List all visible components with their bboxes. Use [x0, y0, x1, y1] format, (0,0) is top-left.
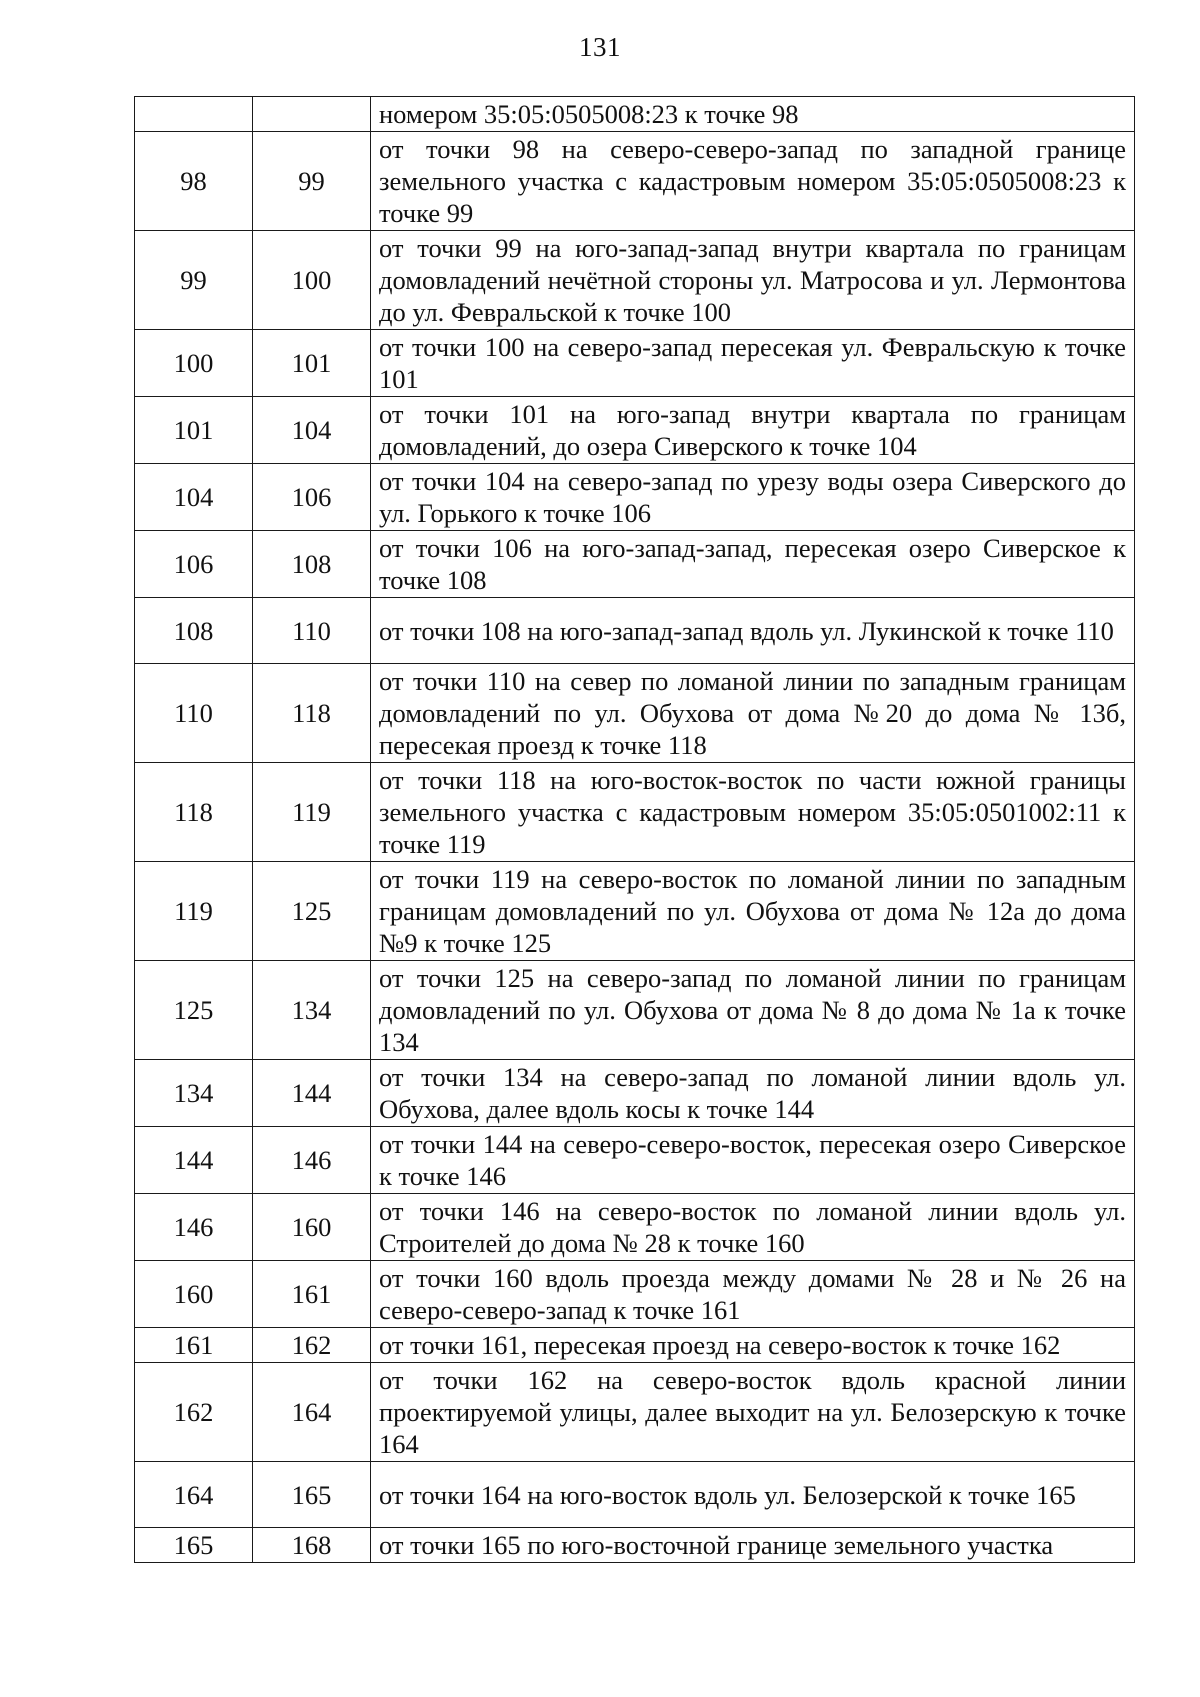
to-point-cell: 110: [253, 598, 371, 664]
route-description-cell: от точки 119 на северо-восток по ломаной линии по западным границам домовладений по ул. Обухова от дома № 12а до дома №9 к точке 125: [371, 862, 1135, 961]
from-point-cell: 144: [135, 1127, 253, 1194]
table-row: [135, 97, 1135, 132]
to-point-cell: 165: [253, 1462, 371, 1528]
to-point-cell: 99: [253, 132, 371, 231]
to-point-cell: 101: [253, 330, 371, 397]
table-row: [135, 397, 1135, 464]
to-point-cell: 168: [253, 1528, 371, 1563]
from-point-cell: 161: [135, 1328, 253, 1363]
table-row: [135, 1328, 1135, 1363]
route-description-cell: от точки 106 на юго-запад-запад, пересекая озеро Сиверское к точке 108: [371, 531, 1135, 598]
to-point-cell: 161: [253, 1261, 371, 1328]
table-row: [135, 132, 1135, 231]
route-description-cell: от точки 146 на северо-восток по ломаной линии вдоль ул. Строителей до дома № 28 к точке 160: [371, 1194, 1135, 1261]
from-point-cell: 98: [135, 132, 253, 231]
to-point-cell: 134: [253, 961, 371, 1060]
to-point-cell: 144: [253, 1060, 371, 1127]
route-description-cell: от точки 99 на юго-запад-запад внутри квартала по границам домовладений нечётной стороны ул. Матросова и ул. Лермонтова до ул. Февральской к точке 100: [371, 231, 1135, 330]
from-point-cell: 146: [135, 1194, 253, 1261]
from-point-cell: [135, 97, 253, 132]
to-point-cell: 164: [253, 1363, 371, 1462]
table-row: [135, 531, 1135, 598]
from-point-cell: 125: [135, 961, 253, 1060]
route-description-cell: от точки 134 на северо-запад по ломаной линии вдоль ул. Обухова, далее вдоль косы к точке 144: [371, 1060, 1135, 1127]
to-point-cell: 104: [253, 397, 371, 464]
from-point-cell: 99: [135, 231, 253, 330]
table-row: [135, 1363, 1135, 1462]
to-point-cell: 100: [253, 231, 371, 330]
table-row: [135, 1261, 1135, 1328]
table-row: [135, 231, 1135, 330]
from-point-cell: 165: [135, 1528, 253, 1563]
table-row: [135, 1462, 1135, 1528]
to-point-cell: 106: [253, 464, 371, 531]
from-point-cell: 100: [135, 330, 253, 397]
to-point-cell: 125: [253, 862, 371, 961]
from-point-cell: 104: [135, 464, 253, 531]
route-description-cell: от точки 98 на северо-северо-запад по западной границе земельного участка с кадастровым номером 35:05:0505008:23 к точке 99: [371, 132, 1135, 231]
from-point-cell: 119: [135, 862, 253, 961]
route-description-cell: от точки 104 на северо-запад по урезу воды озера Сиверского до ул. Горького к точке 106: [371, 464, 1135, 531]
table-row: [135, 664, 1135, 763]
from-point-cell: 162: [135, 1363, 253, 1462]
route-description-cell: от точки 100 на северо-запад пересекая ул. Февральскую к точке 101: [371, 330, 1135, 397]
table-row: [135, 330, 1135, 397]
to-point-cell: 160: [253, 1194, 371, 1261]
table-row: [135, 862, 1135, 961]
from-point-cell: 134: [135, 1060, 253, 1127]
route-description-cell: от точки 162 на северо-восток вдоль красной линии проектируемой улицы, далее выходит на ул. Белозерскую к точке 164: [371, 1363, 1135, 1462]
table-row: [135, 464, 1135, 531]
from-point-cell: 108: [135, 598, 253, 664]
route-description-cell: от точки 108 на юго-запад-запад вдоль ул. Лукинской к точке 110: [371, 598, 1135, 664]
boundary-points-table: [134, 96, 1135, 1563]
table-row: [135, 1194, 1135, 1261]
table-row: [135, 961, 1135, 1060]
page-number: 131: [579, 32, 621, 62]
to-point-cell: 118: [253, 664, 371, 763]
route-description-cell: номером 35:05:0505008:23 к точке 98: [371, 97, 1135, 132]
table-row: [135, 1528, 1135, 1563]
table-row: [135, 598, 1135, 664]
table-row: [135, 1060, 1135, 1127]
from-point-cell: 160: [135, 1261, 253, 1328]
route-description-cell: от точки 164 на юго-восток вдоль ул. Белозерской к точке 165: [371, 1462, 1135, 1528]
route-description-cell: от точки 101 на юго-запад внутри квартала по границам домовладений, до озера Сиверского к точке 104: [371, 397, 1135, 464]
from-point-cell: 110: [135, 664, 253, 763]
from-point-cell: 101: [135, 397, 253, 464]
route-description-cell: от точки 165 по юго-восточной границе земельного участка: [371, 1528, 1135, 1563]
table-row: [135, 763, 1135, 862]
route-description-cell: от точки 144 на северо-северо-восток, пересекая озеро Сиверское к точке 146: [371, 1127, 1135, 1194]
table-row: [135, 1127, 1135, 1194]
route-description-cell: от точки 161, пересекая проезд на северо-восток к точке 162: [371, 1328, 1135, 1363]
to-point-cell: 162: [253, 1328, 371, 1363]
route-description-cell: от точки 118 на юго-восток-восток по части южной границы земельного участка с кадастровым номером 35:05:0501002:11 к точке 119: [371, 763, 1135, 862]
to-point-cell: 119: [253, 763, 371, 862]
from-point-cell: 106: [135, 531, 253, 598]
route-description-cell: от точки 160 вдоль проезда между домами № 28 и № 26 на северо-северо-запад к точке 161: [371, 1261, 1135, 1328]
to-point-cell: 146: [253, 1127, 371, 1194]
route-description-cell: от точки 110 на север по ломаной линии по западным границам домовладений по ул. Обухова от дома №20 до дома № 13б, пересекая проезд к точке 118: [371, 664, 1135, 763]
route-description-cell: от точки 125 на северо-запад по ломаной линии по границам домовладений по ул. Обухова от дома № 8 до дома № 1а к точке 134: [371, 961, 1135, 1060]
from-point-cell: 164: [135, 1462, 253, 1528]
to-point-cell: 108: [253, 531, 371, 598]
to-point-cell: [253, 97, 371, 132]
from-point-cell: 118: [135, 763, 253, 862]
